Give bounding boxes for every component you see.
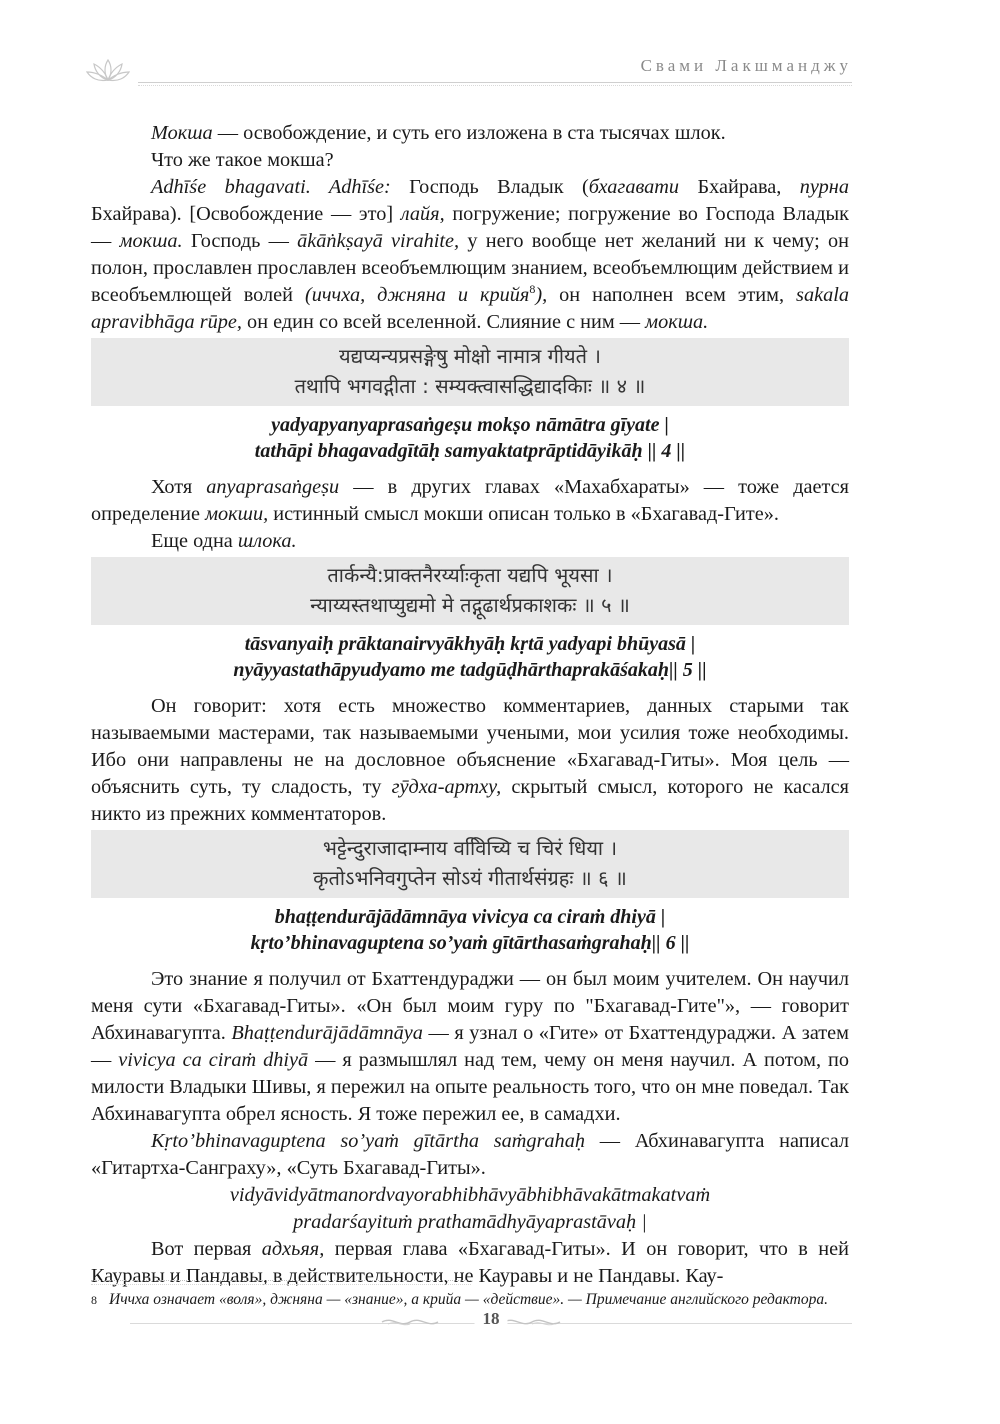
verse-line: तथापि भगवद्गीता : सम्यक्त्वासद्धिद्यादकिाः ॥ ४ ॥ [294,374,646,398]
footnote-rule-dotted [91,1284,471,1285]
term: мокши, [205,503,269,525]
text: скрытый смысл, которого не касался никто из прежних комментаторов. [91,776,849,825]
sanskrit-verse [91,557,849,625]
term: пурна [799,176,849,198]
text: — я размышлял над тем, чему он меня научил. А потом, по милости Владыки Шивы, я пережил на опыте реальность того, что он мне поведал. Так Абхинавагупта обрел ясность. Я тоже пережил ее, в самадхи. [91,1049,849,1125]
verse-line: यद्यप्यन्यप्रसङ्गेषु मोक्षो नामात्र गीयते । [338,344,601,368]
term: Мокша [151,122,213,144]
translit-line: nyāyyastathāpyudyamo me tadgūḍhārthaprakāśakaḥ|| 5 || [233,659,707,681]
running-head: Свами Лакшманджу [640,56,852,75]
header-rule [138,82,852,83]
translit-line: yadyapyanyaprasaṅgeṣu mokṣo nāmātra gīyate | [271,414,669,436]
term: Adhīśe bhagavati. Adhīśe: [151,176,391,198]
term: мокша. [645,311,709,333]
transliteration [91,412,849,464]
verse-line: न्याय्यस्तथाप्युद्यमो मे तद्गूढार्थप्रकाशकः ॥ ५ ॥ [310,593,630,617]
page-footer [130,1305,852,1345]
page-number: 18 [475,1309,508,1329]
text: Бхайрава). [Освобождение — это] [91,203,401,225]
term: ākāṅkṣayā virahite, [297,230,460,252]
text: — в других главах «Махабхараты» — тоже дается определение [91,476,849,525]
paragraph [91,966,849,1128]
text: он един со всей вселенной. Слияние с ним — [241,311,646,333]
term: адхьяя, [261,1238,325,1260]
paragraph [91,693,849,828]
paragraph [91,120,849,147]
footnote-ref: 8 [529,282,536,297]
sanskrit-verse [91,338,849,406]
term: гӯдха-артху, [391,776,502,798]
text: — я узнал о «Гите» от Бхаттендураджи. А затем — [91,1022,849,1071]
quotation [91,1182,849,1236]
paragraph [91,474,849,528]
text: у него вообще нет желаний ни к чему; он полон, прославлен прославлен всеобъемлющим знанием, всеобъемлющим действием и всеобъемлющей волей [91,230,849,306]
term: шлока. [237,530,297,552]
translit-line: kṛto’bhinavaguptena so’yaṁ gītārthasaṁgrahaḥ|| 6 || [250,932,690,954]
text: — Абхинавагупта написал «Гитартха-Санграху», «Суть Бхагавад-Гиты». [91,1130,849,1179]
paragraph: Что же такое мокша? [151,149,334,171]
footnote-text: Иччха означает «воля», джняна — «знание», а крийа — «действие». — Примечание английского редактора. [109,1291,828,1308]
verse-line: कृतोऽभनिवगुप्तेन सोऽयं गीतार्थसंग्रहः ॥ ६ ॥ [313,866,627,890]
flourish-left-icon [380,1315,440,1329]
term: Bhaṭṭendurājādāmnāya [231,1022,423,1044]
paragraph [91,528,849,555]
text: погружение; погружение во Господа Владык — [91,203,849,252]
flourish-right-icon [502,1315,562,1329]
text: Бхайрава, [679,176,800,198]
paragraph [91,174,849,336]
text: он наполнен всем этим, [547,284,797,306]
term: anyaprasaṅgeṣu [206,476,340,498]
term: лайя, [400,203,445,225]
text: Вот первая [151,1238,262,1260]
text: первая глава «Бхагавад-Гиты». И он говорит, что в ней Кауравы и Пандавы, в действительности, не Кауравы и не Пандавы. Кау- [91,1238,849,1287]
footnote-number: 8 [91,1293,97,1307]
lotus-ornament-icon [86,56,130,86]
footnote-rule [91,1280,471,1281]
verse-line: भट्टेन्दुराजादाम्नाय ववििच्यि च चिरं धिया । [322,836,618,860]
term: ), [535,284,548,306]
translit-line: tathāpi bhagavadgītāḥ samyaktatprāptidāyikāḥ || 4 || [254,440,686,462]
transliteration [91,631,849,683]
text: Хотя [151,476,207,498]
translit-line: tāsvanyaiḥ prāktanairvyākhyāḥ kṛtā yadyapi bhūyasā | [244,633,696,655]
quote-line: pradarśayituṁ prathamādhyāyaprastāvaḥ | [293,1211,647,1233]
term: бхагавати [588,176,680,198]
text: Он говорит: хотя есть множество комментариев, данных старыми так называемыми мастерами, так называемыми учеными, мои усилия тоже необходимы. Ибо они направлены не на дословное объяснение «Бхагавад-Гиты». Моя цель — объяснить суть, ту сладость, ту [91,695,849,798]
transliteration [91,904,849,956]
verse-line: तार्कन्यै:प्राक्तनैरर्य्याःकृता यद्यपि भूयसा । [327,563,613,587]
translit-line: bhaṭṭendurājādāmnāya vivicya ca ciraṁ dhiyā | [274,906,666,928]
text: истинный смысл мокши описан только в «Бхагавад-Гите». [268,503,779,525]
text: — освобождение, и суть его изложена в ста тысячах шлок. [217,122,726,144]
text: Это знание я получил от Бхаттендураджи — он был моим учителем. Он научил меня сути «Бхагавад-Гиты». «Он был моим гуру по "Бхагавад-Гите"», — говорит Абхинавагупта. [91,968,849,1044]
term: sakala apravibhāga rūpe, [91,284,849,333]
page-body [91,120,849,1290]
quote-line: vidyāvidyātmanordvayorabhibhāvyābhibhāvakātmakatvaṁ [229,1184,711,1206]
term: vivicya ca ciraṁ dhiyā [118,1049,309,1071]
term: Kṛto’bhinavaguptena so’yaṁ gītārtha saṁgrahaḥ [151,1130,585,1152]
text: Господь Владык ( [390,176,589,198]
term: (иччха, джняна и крийя [304,284,530,306]
page-header [80,52,852,92]
term: мокша. [119,230,183,252]
text: Господь — [182,230,298,252]
text: Еще одна [151,530,238,552]
paragraph [91,1236,849,1290]
header-rule-dotted [138,85,852,86]
paragraph [91,1128,849,1182]
sanskrit-verse [91,830,849,898]
